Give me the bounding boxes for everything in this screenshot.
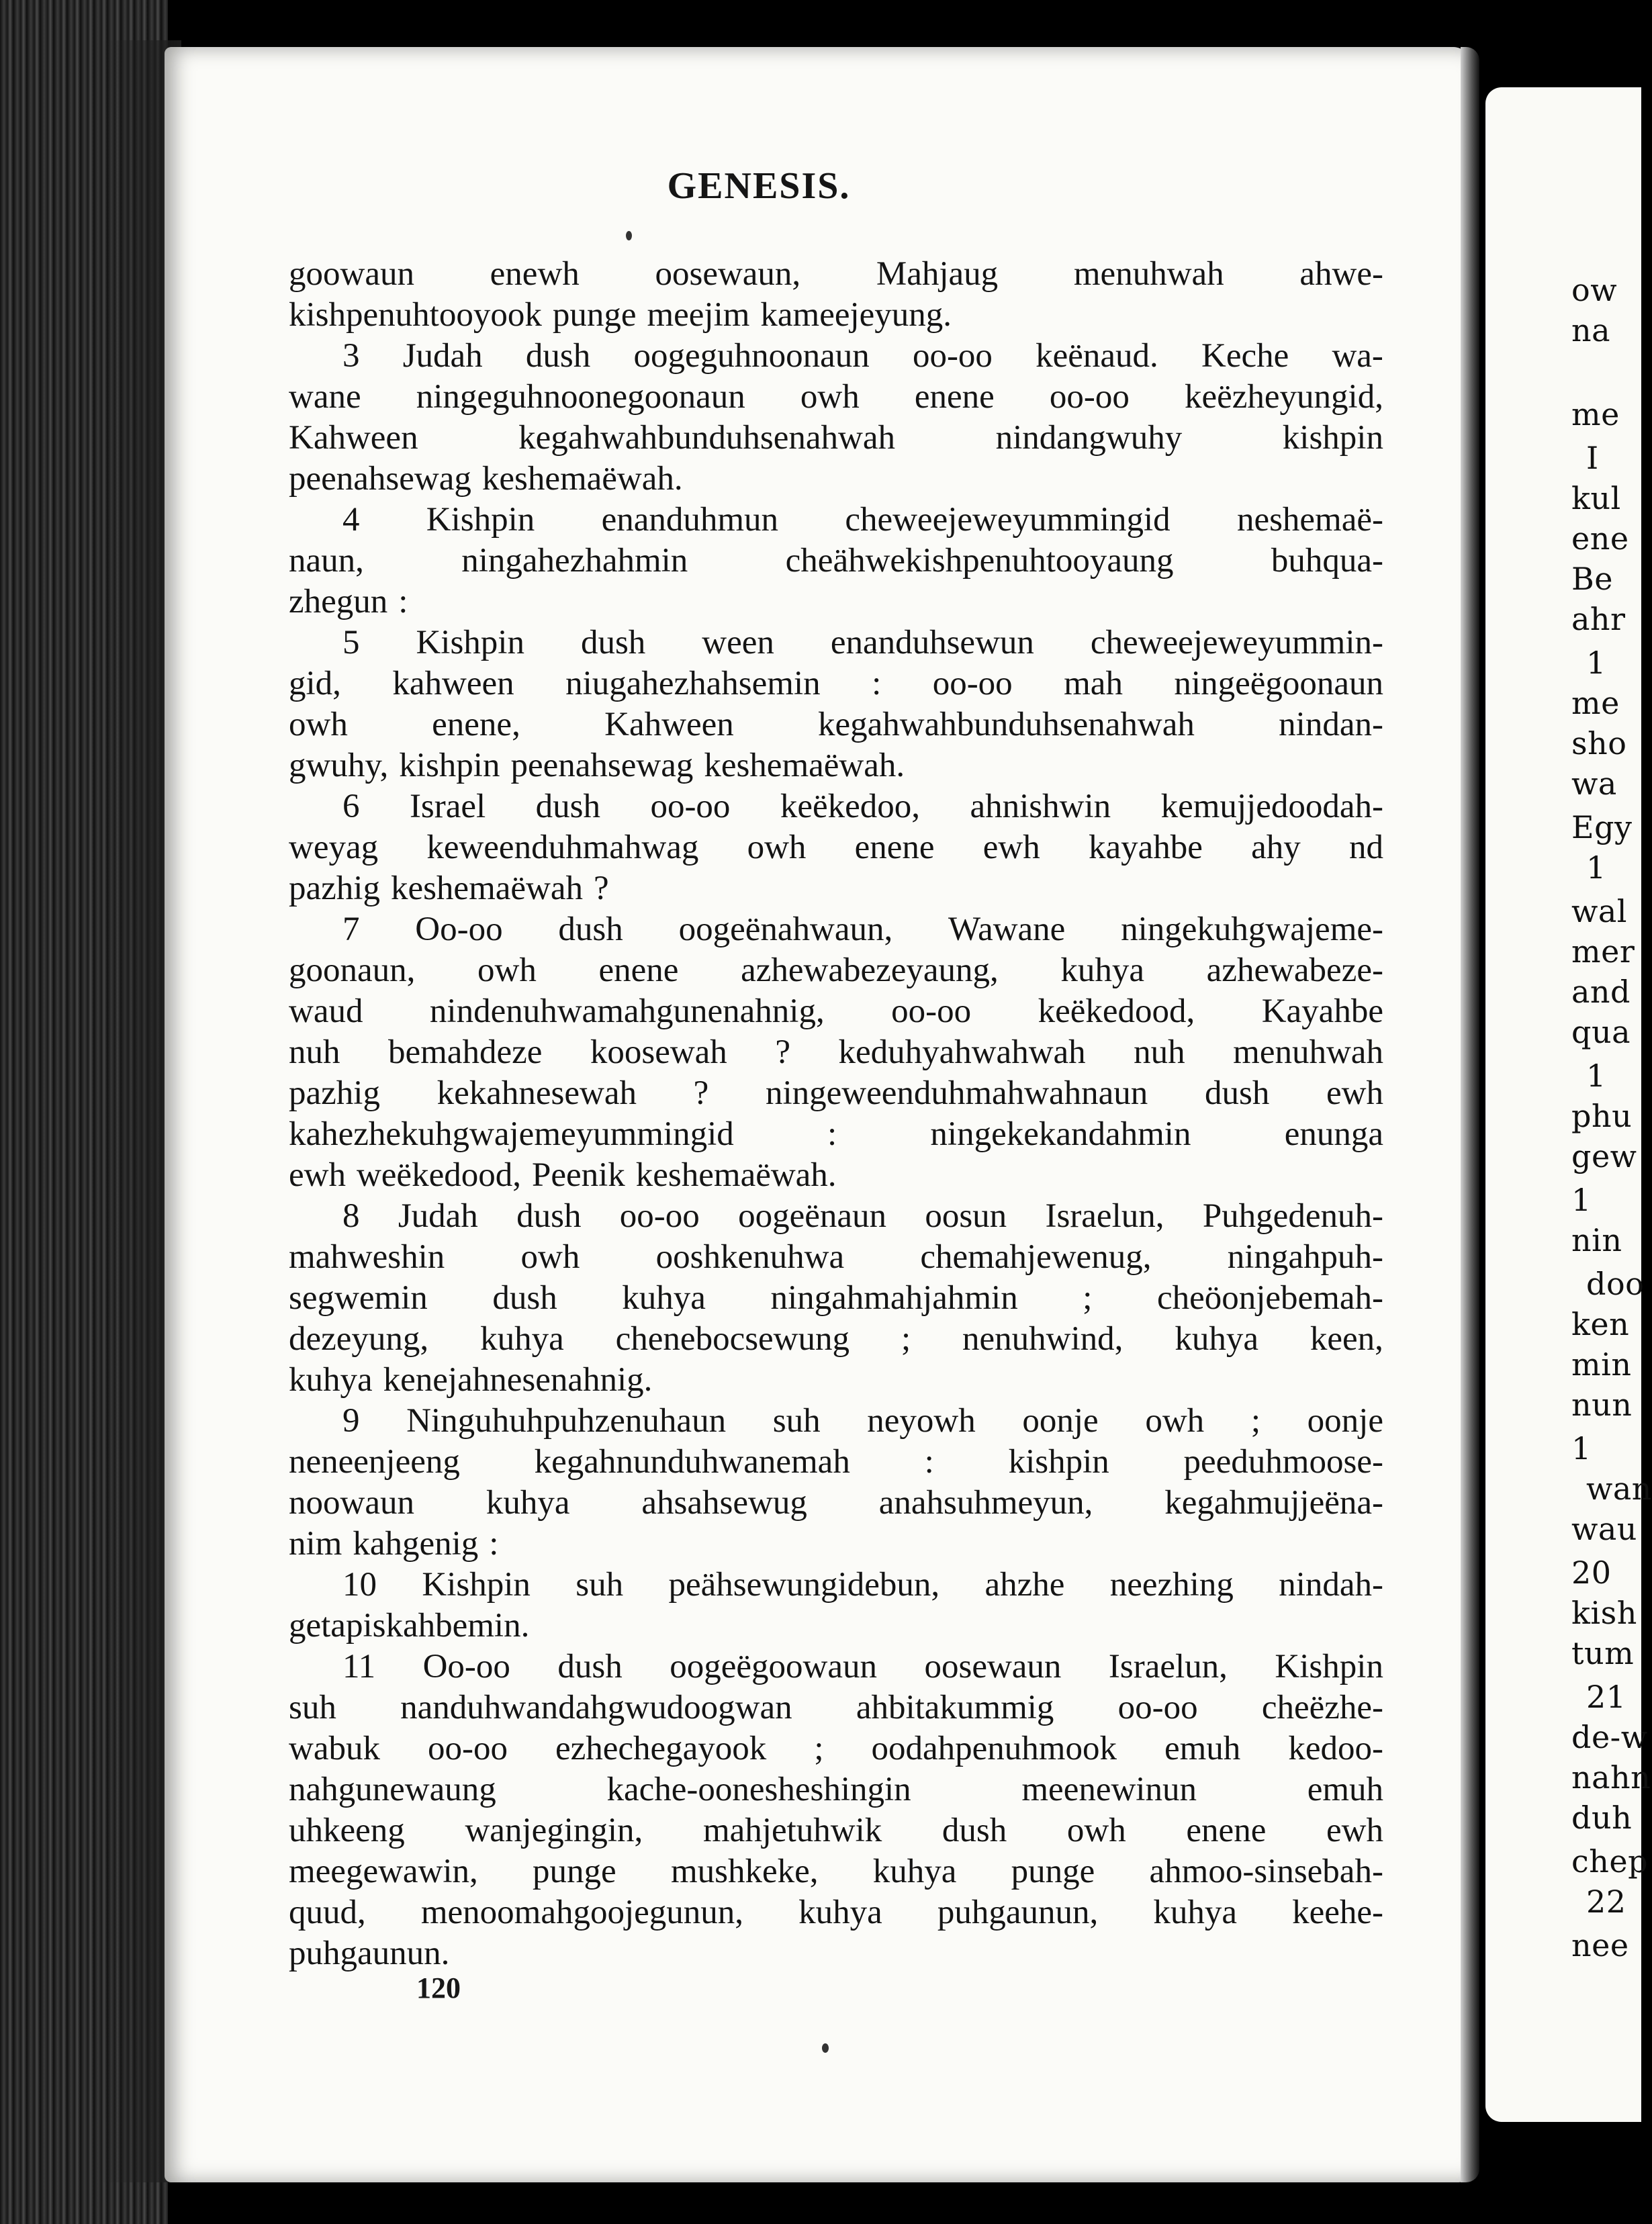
print-speck — [626, 231, 632, 240]
adjacent-page-line: wa — [1571, 766, 1617, 802]
adjacent-page-line: kul — [1571, 480, 1621, 516]
text-line: suh nanduhwandahgwudoogwan ahbitakummig oo-oo cheëzhe- — [289, 1689, 1383, 1726]
adjacent-page-line: wal — [1571, 893, 1628, 929]
text-line: segwemin dush kuhya ningahmahjahmin ; cheöonjebemah- — [289, 1279, 1383, 1317]
text-line: pazhig kekahnesewah ? ningeweenduhmahwahnaun dush ewh — [289, 1074, 1383, 1112]
adjacent-page-line: ene — [1571, 520, 1629, 557]
adjacent-page-line: de-w — [1571, 1719, 1648, 1755]
text-line: kuhya kenejahnesenahnig. — [289, 1361, 653, 1399]
adjacent-page-line: duh — [1571, 1800, 1633, 1836]
text-line: gid, kahween niugahezhahsemin : oo-oo mah ningeëgoonaun — [289, 665, 1383, 702]
text-line: quud, menoomahgoojegunun, kuhya puhgaunun, kuhya keehe- — [289, 1894, 1383, 1931]
adjacent-page-line: ahr — [1571, 601, 1626, 637]
adjacent-page-line: Be — [1571, 561, 1614, 597]
text-line: 4 Kishpin enanduhmun cheweejeweyummingid neshemaë- — [342, 501, 1383, 539]
adjacent-page-line: me — [1571, 685, 1620, 721]
running-head: GENESIS. — [667, 165, 851, 207]
text-line: 8 Judah dush oo-oo oogeënaun oosun Israelun, Puhgedenuh- — [342, 1197, 1383, 1235]
text-line: pazhig keshemaëwah ? — [289, 870, 609, 907]
text-line: neneenjeeng kegahnunduhwanemah : kishpin peeduhmoose- — [289, 1443, 1383, 1481]
adjacent-page-line: ken — [1571, 1306, 1630, 1342]
adjacent-page-line: 1 — [1571, 1430, 1592, 1467]
page-number: 120 — [416, 1972, 461, 2004]
text-line: 3 Judah dush oogeguhnoonaun oo-oo keënaud. Keche wa- — [342, 337, 1383, 375]
adjacent-page-line: tum — [1571, 1635, 1635, 1671]
adjacent-page-line: kish — [1571, 1595, 1637, 1631]
text-line: mahweshin owh ooshkenuhwa chemahjewenug, ningahpuh- — [289, 1238, 1383, 1276]
adjacent-page-line: wau — [1571, 1511, 1637, 1547]
text-line: getapiskahbemin. — [289, 1607, 530, 1644]
adjacent-page-line: chep — [1571, 1843, 1649, 1880]
adjacent-page-line: 20 — [1571, 1555, 1612, 1591]
adjacent-page-line: sho — [1571, 725, 1627, 761]
text-line: Kahween kegahwahbunduhsenahwah nindangwuhy kishpin — [289, 419, 1383, 457]
text-line: noowaun kuhya ahsahsewug anahsuhmeyun, kegahmujjeëna- — [289, 1484, 1383, 1522]
adjacent-page-line: wan — [1586, 1471, 1652, 1507]
text-line: dezeyung, kuhya chenebocsewung ; nenuhwind, kuhya keen, — [289, 1320, 1383, 1358]
adjacent-page-line: 1 — [1586, 645, 1606, 681]
text-line: weyag keweenduhmahwag owh enene ewh kayahbe ahy nd — [289, 829, 1383, 866]
adjacent-page-line: ow — [1571, 272, 1618, 308]
text-line: zhegun : — [289, 583, 408, 620]
text-line: 6 Israel dush oo-oo keëkedoo, ahnishwin kemujjedoodah- — [342, 788, 1383, 825]
text-line: 11 Oo-oo dush oogeëgoowaun oosewaun Israelun, Kishpin — [342, 1648, 1383, 1685]
adjacent-page-line: min — [1571, 1346, 1632, 1383]
adjacent-page-line: and — [1571, 974, 1631, 1010]
text-line: owh enene, Kahween kegahwahbunduhsenahwah nindan- — [289, 706, 1383, 743]
text-line: nahgunewaung kache-oonesheshingin meenewinun emuh — [289, 1771, 1383, 1808]
adjacent-page-line: nun — [1571, 1387, 1633, 1423]
adjacent-page-line: gew — [1571, 1138, 1637, 1174]
text-line: nim kahgenig : — [289, 1525, 499, 1563]
adjacent-page-line: nee — [1571, 1927, 1629, 1963]
adjacent-page-line: 1 — [1586, 1058, 1606, 1094]
adjacent-page — [1485, 87, 1652, 2122]
adjacent-page-line: me — [1571, 396, 1620, 432]
text-line: meegewawin, punge mushkeke, kuhya punge ahmoo-sinsebah- — [289, 1853, 1383, 1890]
adjacent-page-line: na — [1571, 312, 1611, 349]
text-line: ewh weëkedood, Peenik keshemaëwah. — [289, 1156, 837, 1194]
adjacent-page-line: 22 — [1586, 1884, 1626, 1920]
text-line: kishpenuhtooyook punge meejim kameejeyung. — [289, 296, 952, 334]
adjacent-page-line: 1 — [1586, 849, 1606, 886]
text-line: kahezhekuhgwajemeyummingid : ningekekandahmin enunga — [289, 1115, 1383, 1153]
adjacent-page-line: 1 — [1571, 1182, 1592, 1218]
text-line: goonaun, owh enene azhewabezeyaung, kuhya azhewabeze- — [289, 952, 1383, 989]
adjacent-page-line: 21 — [1586, 1679, 1626, 1715]
print-speck — [822, 2043, 829, 2053]
text-line: wane ningeguhnoonegoonaun owh enene oo-oo keëzheyungid, — [289, 378, 1383, 416]
text-line: naun, ningahezhahmin cheähwekishpenuhtooyaung buhqua- — [289, 542, 1383, 580]
adjacent-page-line: I — [1586, 440, 1599, 476]
text-line: gwuhy, kishpin peenahsewag keshemaëwah. — [289, 747, 905, 784]
adjacent-page-line: phu — [1571, 1098, 1633, 1134]
adjacent-page-line: nahn — [1571, 1759, 1651, 1796]
text-line: wabuk oo-oo ezhechegayook ; oodahpenuhmook emuh kedoo- — [289, 1730, 1383, 1767]
adjacent-page-line: Egy — [1571, 809, 1633, 845]
adjacent-page-line: nin — [1571, 1222, 1622, 1258]
text-line: uhkeeng wanjegingin, mahjetuhwik dush owh enene ewh — [289, 1812, 1383, 1849]
text-line: nuh bemahdeze koosewah ? keduhyahwahwah nuh menuhwah — [289, 1033, 1383, 1071]
adjacent-page-line: qua — [1571, 1014, 1631, 1050]
text-line: 5 Kishpin dush ween enanduhsewun cheweejeweyummin- — [342, 624, 1383, 661]
adjacent-page-line: doo — [1586, 1266, 1645, 1302]
text-line: peenahsewag keshemaëwah. — [289, 460, 683, 498]
text-line: goowaun enewh oosewaun, Mahjaug menuhwah ahwe- — [289, 255, 1383, 293]
text-line: 9 Ninguhuhpuhzenuhaun suh neyowh oonje owh ; oonje — [342, 1402, 1383, 1440]
adjacent-page-line: mer — [1571, 933, 1635, 970]
page-edge-shadow — [1461, 47, 1479, 2182]
body-text — [289, 254, 1383, 1974]
text-line: waud nindenuhwamahgunenahnig, oo-oo keëkedood, Kayahbe — [289, 992, 1383, 1030]
text-line: 7 Oo-oo dush oogeënahwaun, Wawane ningekuhgwajeme- — [342, 911, 1383, 948]
text-line: 10 Kishpin suh peähsewungidebun, ahzhe neezhing nindah- — [342, 1566, 1383, 1604]
text-line: puhgaunun. — [289, 1935, 450, 1972]
